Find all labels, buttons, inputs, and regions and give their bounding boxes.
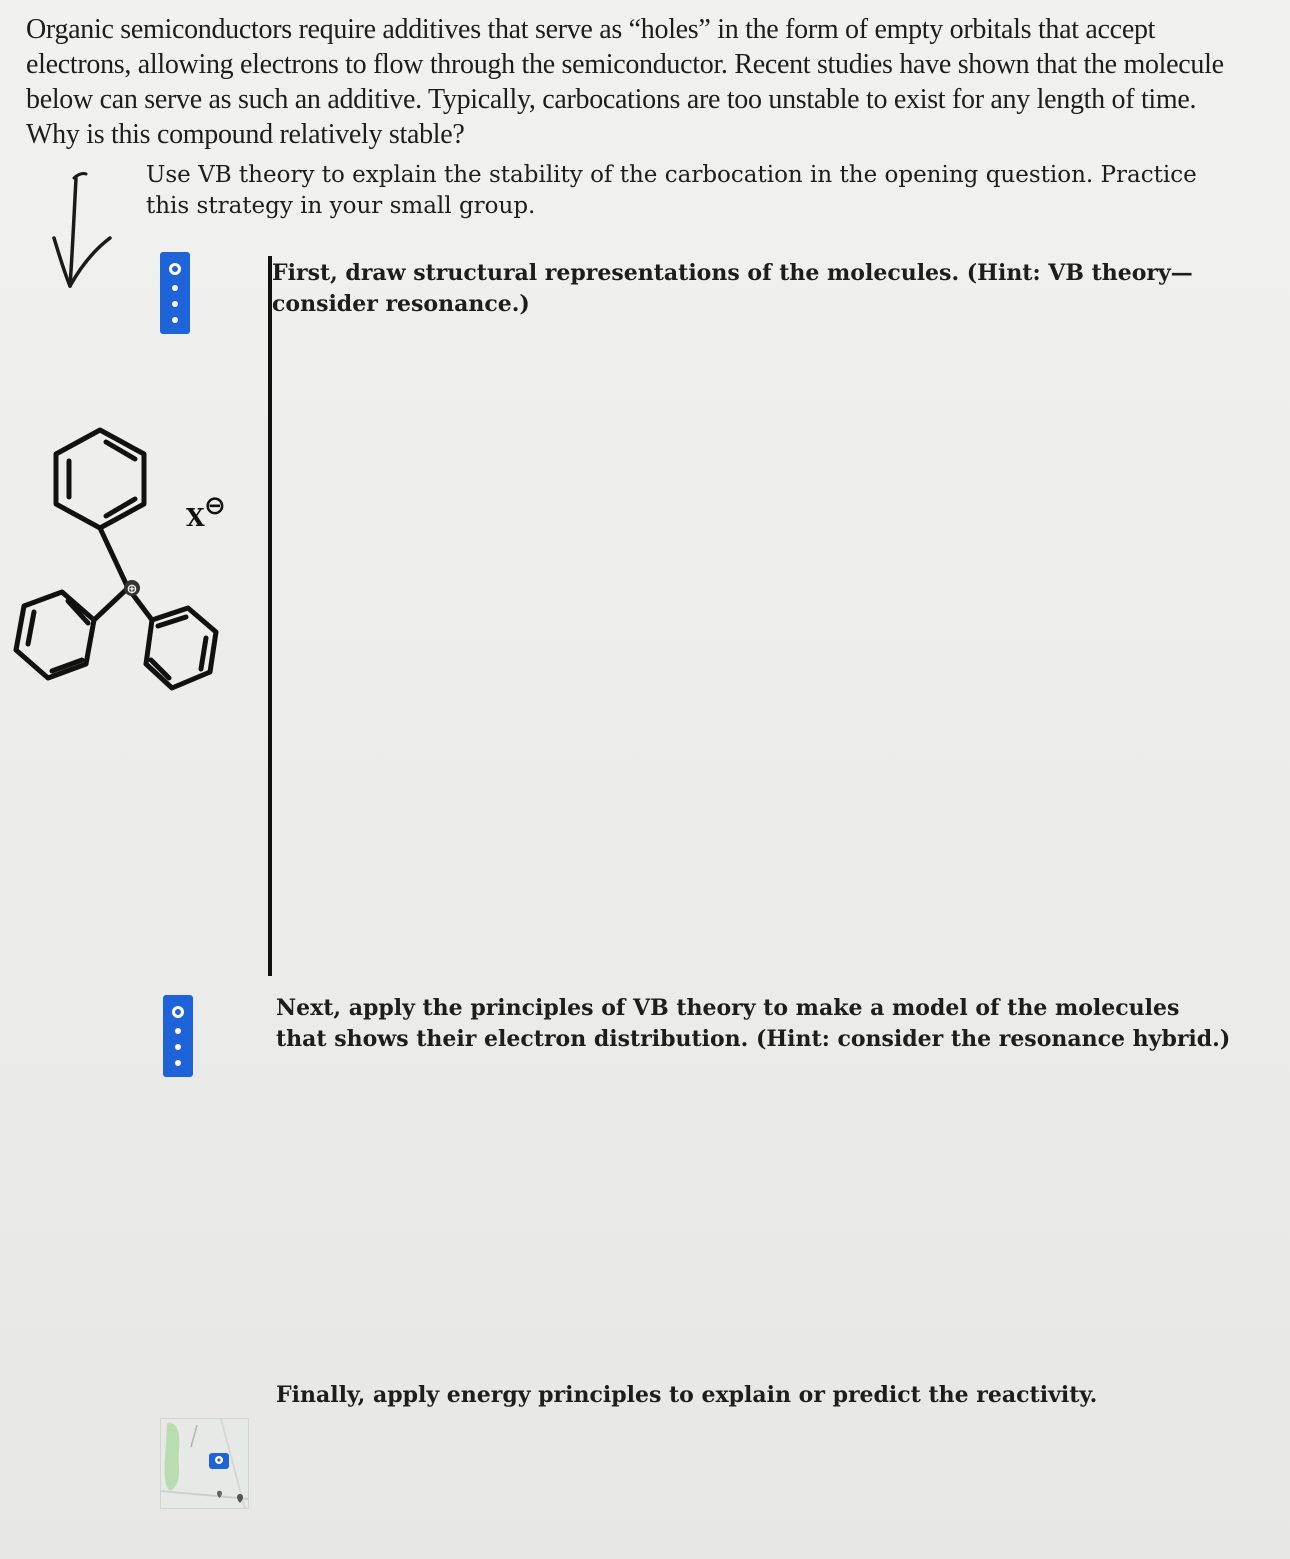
intro-paragraph: Organic semiconductors require additives that serve as “holes” in the form of empty orbitals that accept electrons, allowing electrons to flow through the semiconductor. Recent studies have shown that the molecule below can serve as such an additive. Typically, carbocations are too unstable to exist for any length of time. Why is this compound relatively stable? — [26, 14, 1224, 150]
menu-dot — [175, 1060, 181, 1066]
prompt-first: First, draw structural representations of the molecules. (Hint: VB theory—consider resonance.) — [272, 260, 1193, 317]
handwritten-checkmark-icon — [48, 168, 118, 298]
prompt-next: Next, apply the principles of VB theory to make a model of the molecules that shows their electron distribution. (Hint: consider the resonance hybrid.) — [276, 995, 1231, 1052]
cation-charge-symbol: ⊕ — [126, 582, 138, 597]
menu-ring — [172, 1006, 184, 1018]
instruction-text: Use VB theory to explain the stability of the carbocation in the opening question. Practice this strategy in your small group. — [146, 162, 1197, 219]
menu-dot — [172, 285, 178, 291]
menu-ring — [169, 263, 181, 275]
triphenylmethyl-cation-structure — [10, 420, 240, 730]
more-options-icon[interactable] — [163, 995, 193, 1077]
menu-dot — [175, 1044, 181, 1050]
menu-dot — [175, 1028, 181, 1034]
map-graphic — [161, 1419, 249, 1509]
counterion-label: X — [186, 503, 205, 532]
prompt-finally: Finally, apply energy principles to explain or predict the reactivity. — [276, 1382, 1098, 1408]
drawing-area-divider — [268, 256, 272, 976]
menu-dot — [172, 301, 178, 307]
counterion-charge: ⊖ — [204, 491, 226, 521]
menu-dot — [172, 317, 178, 323]
more-options-icon[interactable] — [160, 252, 190, 334]
map-thumbnail-icon[interactable] — [160, 1418, 249, 1509]
